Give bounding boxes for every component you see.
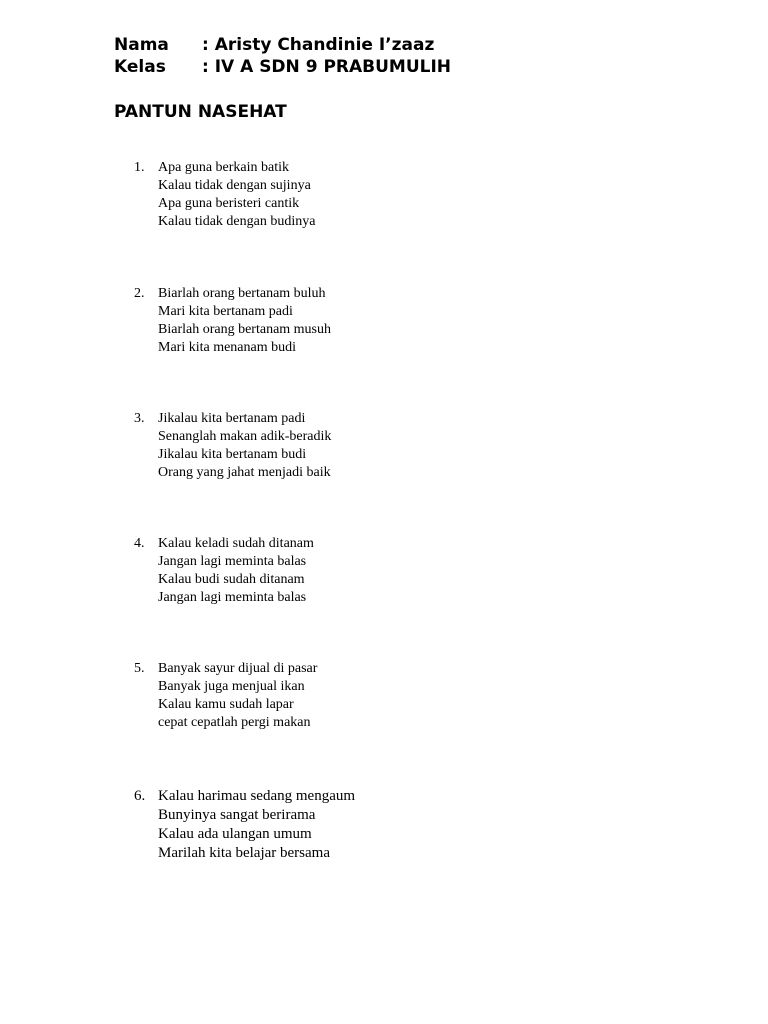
pantun-lines: [158, 660, 317, 732]
pantun-line: Biarlah orang bertanam musuh: [158, 322, 332, 337]
class-label: Kelas: [114, 57, 166, 77]
pantun-line: Kalau tidak dengan sujinya: [158, 178, 311, 193]
pantun-line: Apa guna beristeri cantik: [158, 196, 300, 211]
page-title: PANTUN NASEHAT: [114, 102, 287, 122]
pantun-item-4: [134, 535, 314, 607]
pantun-line: Kalau kamu sudah lapar: [158, 697, 294, 712]
pantun-line: Kalau tidak dengan budinya: [158, 214, 316, 229]
pantun-number: 3.: [134, 411, 145, 426]
pantun-lines: [158, 285, 331, 357]
pantun-item-5: [134, 660, 317, 732]
pantun-item-1: [134, 159, 315, 231]
class-value: : IV A SDN 9 PRABUMULIH: [202, 57, 452, 77]
pantun-item-3: [134, 410, 331, 482]
pantun-line: Kalau keladi sudah ditanam: [158, 536, 314, 551]
pantun-number: 6.: [134, 788, 146, 804]
pantun-line: Banyak sayur dijual di pasar: [158, 661, 318, 676]
pantun-line: Apa guna berkain batik: [158, 160, 290, 175]
pantun-line: Jangan lagi meminta balas: [158, 590, 307, 605]
pantun-line: Bunyinya sangat berirama: [158, 807, 316, 823]
pantun-line: Kalau ada ulangan umum: [158, 826, 312, 842]
pantun-line: Marilah kita belajar bersama: [158, 845, 331, 861]
pantun-number: 4.: [134, 536, 145, 551]
pantun-line: Jikalau kita bertanam budi: [158, 447, 307, 462]
class-row: [114, 56, 451, 78]
pantun-line: Mari kita menanam budi: [158, 340, 297, 355]
name-value: : Aristy Chandinie I’zaaz: [202, 35, 435, 55]
pantun-line: Orang yang jahat menjadi baik: [158, 465, 331, 480]
pantun-lines: [158, 410, 331, 482]
pantun-line: Jangan lagi meminta balas: [158, 554, 307, 569]
pantun-line: Senanglah makan adik-beradik: [158, 429, 332, 444]
pantun-item-2: [134, 285, 331, 357]
pantun-number: 1.: [134, 160, 145, 175]
pantun-lines: [158, 787, 355, 863]
pantun-number: 2.: [134, 286, 145, 301]
pantun-item-6: [134, 787, 355, 863]
pantun-line: Kalau harimau sedang mengaum: [158, 788, 356, 804]
pantun-number: 5.: [134, 661, 145, 676]
pantun-line: Biarlah orang bertanam buluh: [158, 286, 326, 301]
pantun-line: Jikalau kita bertanam padi: [158, 411, 306, 426]
pantun-line: cepat cepatlah pergi makan: [158, 715, 311, 730]
pantun-line: Mari kita bertanam padi: [158, 304, 293, 319]
pantun-line: Kalau budi sudah ditanam: [158, 572, 305, 587]
student-info: [114, 34, 451, 78]
pantun-line: Banyak juga menjual ikan: [158, 679, 305, 694]
pantun-lines: [158, 535, 314, 607]
name-label: Nama: [114, 35, 169, 55]
name-row: [114, 34, 451, 56]
pantun-lines: [158, 159, 315, 231]
